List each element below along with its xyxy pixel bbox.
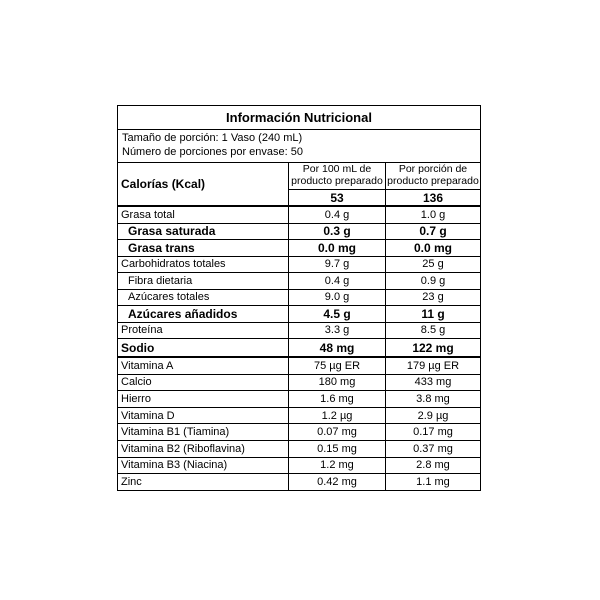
table-row <box>118 391 480 408</box>
vitamin-name: Vitamina B1 (Tiamina) <box>118 424 289 441</box>
nutrient-name: Carbohidratos totales <box>118 256 289 273</box>
table-row <box>118 289 480 306</box>
nutrient-per-serving: 25 g <box>386 256 481 273</box>
calories-per-100ml: 53 <box>289 189 385 205</box>
table-row <box>118 206 480 223</box>
nutrition-facts-label <box>117 105 481 491</box>
serving-size: Tamaño de porción: 1 Vaso (240 mL) <box>122 132 303 144</box>
vitamin-per-serving: 0.37 mg <box>386 440 481 457</box>
vitamin-name: Vitamina A <box>118 357 289 374</box>
table-row <box>118 322 480 339</box>
calories-label: Calorías (Kcal) <box>118 163 289 206</box>
nutrient-per-serving: 23 g <box>386 289 481 306</box>
vitamin-per-100ml: 1.2 µg <box>289 407 386 424</box>
nutrient-per-100ml: 48 mg <box>289 339 386 358</box>
vitamin-per-serving: 3.8 mg <box>386 391 481 408</box>
vitamin-per-100ml: 180 mg <box>289 374 386 391</box>
nutrient-per-serving: 0.9 g <box>386 273 481 290</box>
nutrient-name: Azúcares añadidos <box>118 306 289 323</box>
table-row <box>118 223 480 240</box>
vitamin-name: Hierro <box>118 391 289 408</box>
nutrient-per-100ml: 0.4 g <box>289 273 386 290</box>
nutrient-per-100ml: 9.0 g <box>289 289 386 306</box>
nutrient-per-serving: 0.7 g <box>386 223 481 240</box>
servings-per-container: Número de porciones por envase: 50 <box>122 145 303 158</box>
table-row <box>118 374 480 391</box>
per-serving-header-line2: producto preparado <box>387 175 479 187</box>
vitamin-name: Vitamina D <box>118 407 289 424</box>
vitamin-per-100ml: 0.07 mg <box>289 424 386 441</box>
serving-info <box>118 130 480 163</box>
vitamin-name: Zinc <box>118 474 289 490</box>
nutrient-per-serving: 1.0 g <box>386 206 481 223</box>
nutrient-per-100ml: 0.4 g <box>289 206 386 223</box>
nutrient-per-100ml: 0.0 mg <box>289 240 386 257</box>
vitamin-name: Vitamina B2 (Riboflavina) <box>118 440 289 457</box>
table-row <box>118 339 480 358</box>
calories-per-serving: 136 <box>386 189 480 205</box>
nutrient-name: Sodio <box>118 339 289 358</box>
nutrient-per-serving: 0.0 mg <box>386 240 481 257</box>
nutrient-per-serving: 8.5 g <box>386 322 481 339</box>
nutrient-per-100ml: 3.3 g <box>289 322 386 339</box>
nutrient-name: Azúcares totales <box>118 289 289 306</box>
vitamin-per-100ml: 75 µg ER <box>289 357 386 374</box>
vitamin-per-serving: 0.17 mg <box>386 424 481 441</box>
vitamin-per-serving: 179 µg ER <box>386 357 481 374</box>
nutrient-per-serving: 122 mg <box>386 339 481 358</box>
vitamin-per-serving: 433 mg <box>386 374 481 391</box>
nutrient-name: Fibra dietaria <box>118 273 289 290</box>
calories-row <box>118 163 480 206</box>
table-row <box>118 357 480 374</box>
vitamin-per-100ml: 1.2 mg <box>289 457 386 474</box>
table-row <box>118 424 480 441</box>
table-row <box>118 273 480 290</box>
table-row <box>118 306 480 323</box>
vitamin-per-100ml: 0.15 mg <box>289 440 386 457</box>
nutrient-name: Proteína <box>118 322 289 339</box>
per-serving-header-line1: Por porción de <box>398 163 468 175</box>
vitamin-per-serving: 2.9 µg <box>386 407 481 424</box>
vitamin-per-serving: 2.8 mg <box>386 457 481 474</box>
vitamin-per-100ml: 0.42 mg <box>289 474 386 490</box>
nutrient-name: Grasa saturada <box>118 223 289 240</box>
per-100ml-header-line2: producto preparado <box>291 175 383 187</box>
label-title: Información Nutricional <box>118 106 480 130</box>
table-row <box>118 440 480 457</box>
per-100ml-header-line1: Por 100 mL de <box>302 163 372 175</box>
nutrient-per-100ml: 4.5 g <box>289 306 386 323</box>
per-serving-header <box>386 163 481 206</box>
nutrient-name: Grasa total <box>118 206 289 223</box>
nutrient-per-100ml: 9.7 g <box>289 256 386 273</box>
table-row <box>118 407 480 424</box>
vitamin-name: Calcio <box>118 374 289 391</box>
nutrition-table <box>118 163 480 490</box>
per-100ml-header <box>289 163 386 206</box>
vitamin-per-serving: 1.1 mg <box>386 474 481 490</box>
table-row <box>118 240 480 257</box>
table-row <box>118 474 480 490</box>
vitamin-per-100ml: 1.6 mg <box>289 391 386 408</box>
vitamin-name: Vitamina B3 (Niacina) <box>118 457 289 474</box>
table-row <box>118 457 480 474</box>
table-row <box>118 256 480 273</box>
nutrient-name: Grasa trans <box>118 240 289 257</box>
nutrient-per-100ml: 0.3 g <box>289 223 386 240</box>
nutrient-per-serving: 11 g <box>386 306 481 323</box>
